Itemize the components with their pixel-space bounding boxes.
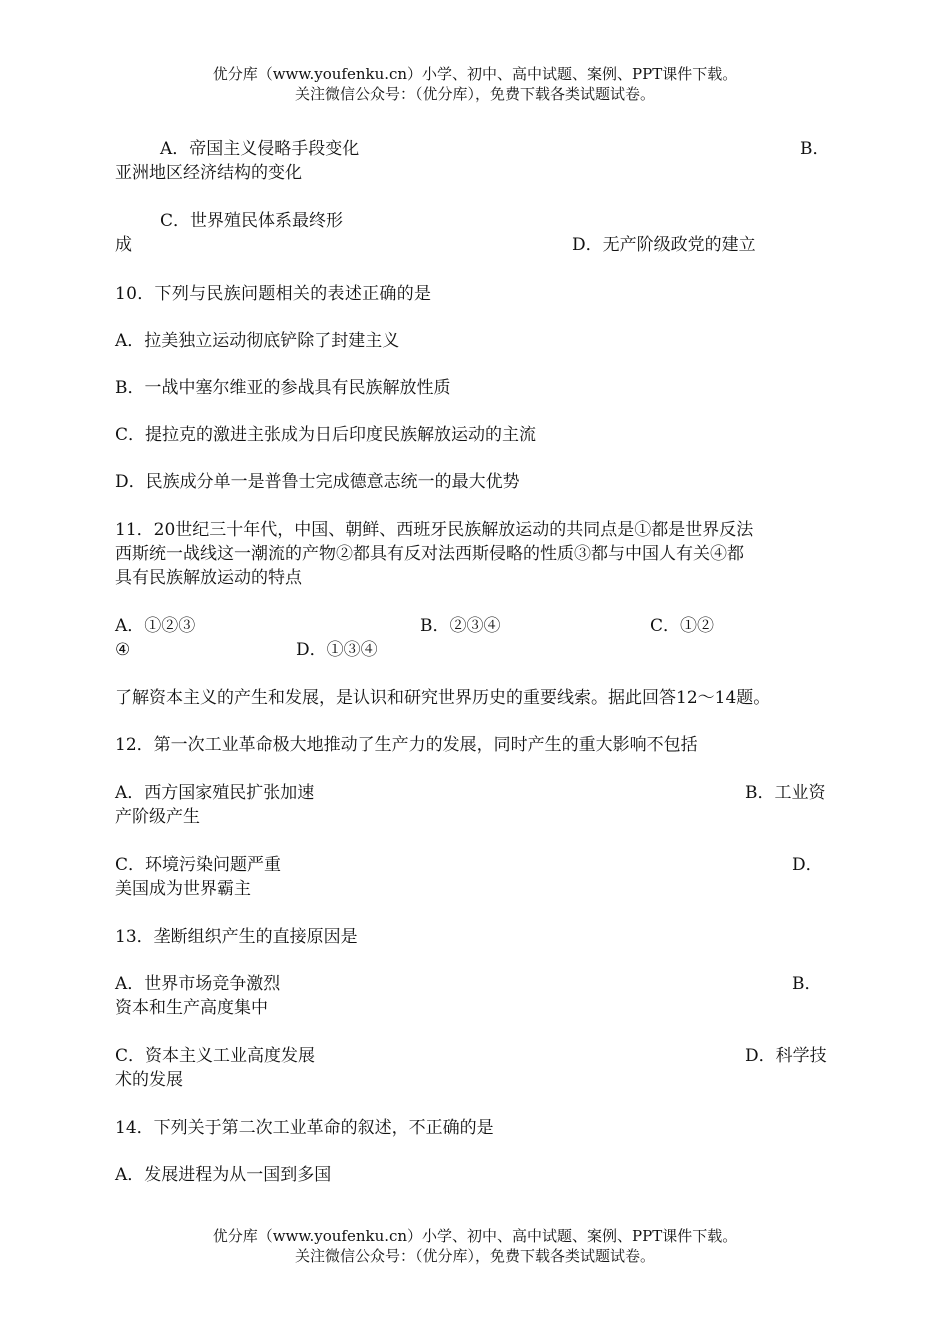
q12-option-c: C．环境污染问题严重: [115, 855, 282, 875]
q10-option-d: D．民族成分单一是普鲁士完成德意志统一的最大优势: [115, 472, 520, 492]
q13-option-b-text: 资本和生产高度集中: [115, 998, 268, 1018]
q11-option-c-part1: C．①②: [650, 616, 715, 636]
q11-stem-line-2: 西斯统一战线这一潮流的产物②都具有反对法西斯侵略的性质③都与中国人有关④都: [115, 544, 744, 564]
q11-stem-line-1: 11．20世纪三十年代，中国、朝鲜、西班牙民族解放运动的共同点是①都是世界反法: [115, 520, 754, 540]
intro-12-14: 了解资本主义的产生和发展，是认识和研究世界历史的重要线索。据此回答12～14题。: [115, 688, 771, 708]
q13-option-d-part2: 术的发展: [115, 1070, 183, 1090]
q12-option-b-part2: 产阶级产生: [115, 807, 200, 827]
q9-option-c-part1: C．世界殖民体系最终形: [160, 211, 344, 231]
page-footer: [0, 1226, 950, 1266]
header-line-1: 优分库（www.youfenku.cn）小学、初中、高中试题、案例、PPT课件下载。: [212, 65, 738, 83]
q11-option-c-part2: ④: [115, 640, 131, 660]
q10-option-b: B．一战中塞尔维亚的参战具有民族解放性质: [115, 378, 451, 398]
header-line-2: 关注微信公众号：（优分库），免费下载各类试题试卷。: [294, 85, 655, 103]
q13-stem: 13．垄断组织产生的直接原因是: [115, 927, 358, 947]
q9-option-a: A．帝国主义侵略手段变化: [160, 139, 360, 159]
q13-option-c: C．资本主义工业高度发展: [115, 1046, 316, 1066]
q13-option-a: A．世界市场竞争激烈: [115, 974, 281, 994]
footer-line-2: 关注微信公众号：（优分库），免费下载各类试题试卷。: [294, 1247, 655, 1265]
q11-option-a: A．①②③: [115, 616, 196, 636]
q9-option-b-text: 亚洲地区经济结构的变化: [115, 163, 302, 183]
q11-option-b: B．②③④: [420, 616, 501, 636]
q9-option-c-part2: 成: [115, 235, 132, 255]
q12-option-d-text: 美国成为世界霸主: [115, 879, 251, 899]
q10-option-a: A．拉美独立运动彻底铲除了封建主义: [115, 331, 400, 351]
q14-stem: 14．下列关于第二次工业革命的叙述，不正确的是: [115, 1118, 494, 1138]
q12-option-d-label: D．: [792, 855, 823, 875]
q12-option-a: A．西方国家殖民扩张加速: [115, 783, 315, 803]
q13-option-b-label: B．: [792, 974, 822, 994]
q11-option-d: D．①③④: [296, 640, 378, 660]
q9-option-d: D．无产阶级政党的建立: [572, 235, 756, 255]
q14-option-a: A．发展进程为从一国到多国: [115, 1165, 332, 1185]
q12-stem: 12．第一次工业革命极大地推动了生产力的发展，同时产生的重大影响不包括: [115, 735, 698, 755]
q10-stem: 10．下列与民族问题相关的表述正确的是: [115, 284, 432, 304]
q11-stem-line-3: 具有民族解放运动的特点: [115, 568, 302, 588]
page-header: [0, 64, 950, 104]
footer-line-1: 优分库（www.youfenku.cn）小学、初中、高中试题、案例、PPT课件下载。: [212, 1227, 738, 1245]
q12-option-b-part1: B．工业资: [745, 783, 826, 803]
q9-option-b-label: B．: [800, 139, 830, 159]
q10-option-c: C．提拉克的激进主张成为日后印度民族解放运动的主流: [115, 425, 537, 445]
q13-option-d-part1: D．科学技: [745, 1046, 827, 1066]
